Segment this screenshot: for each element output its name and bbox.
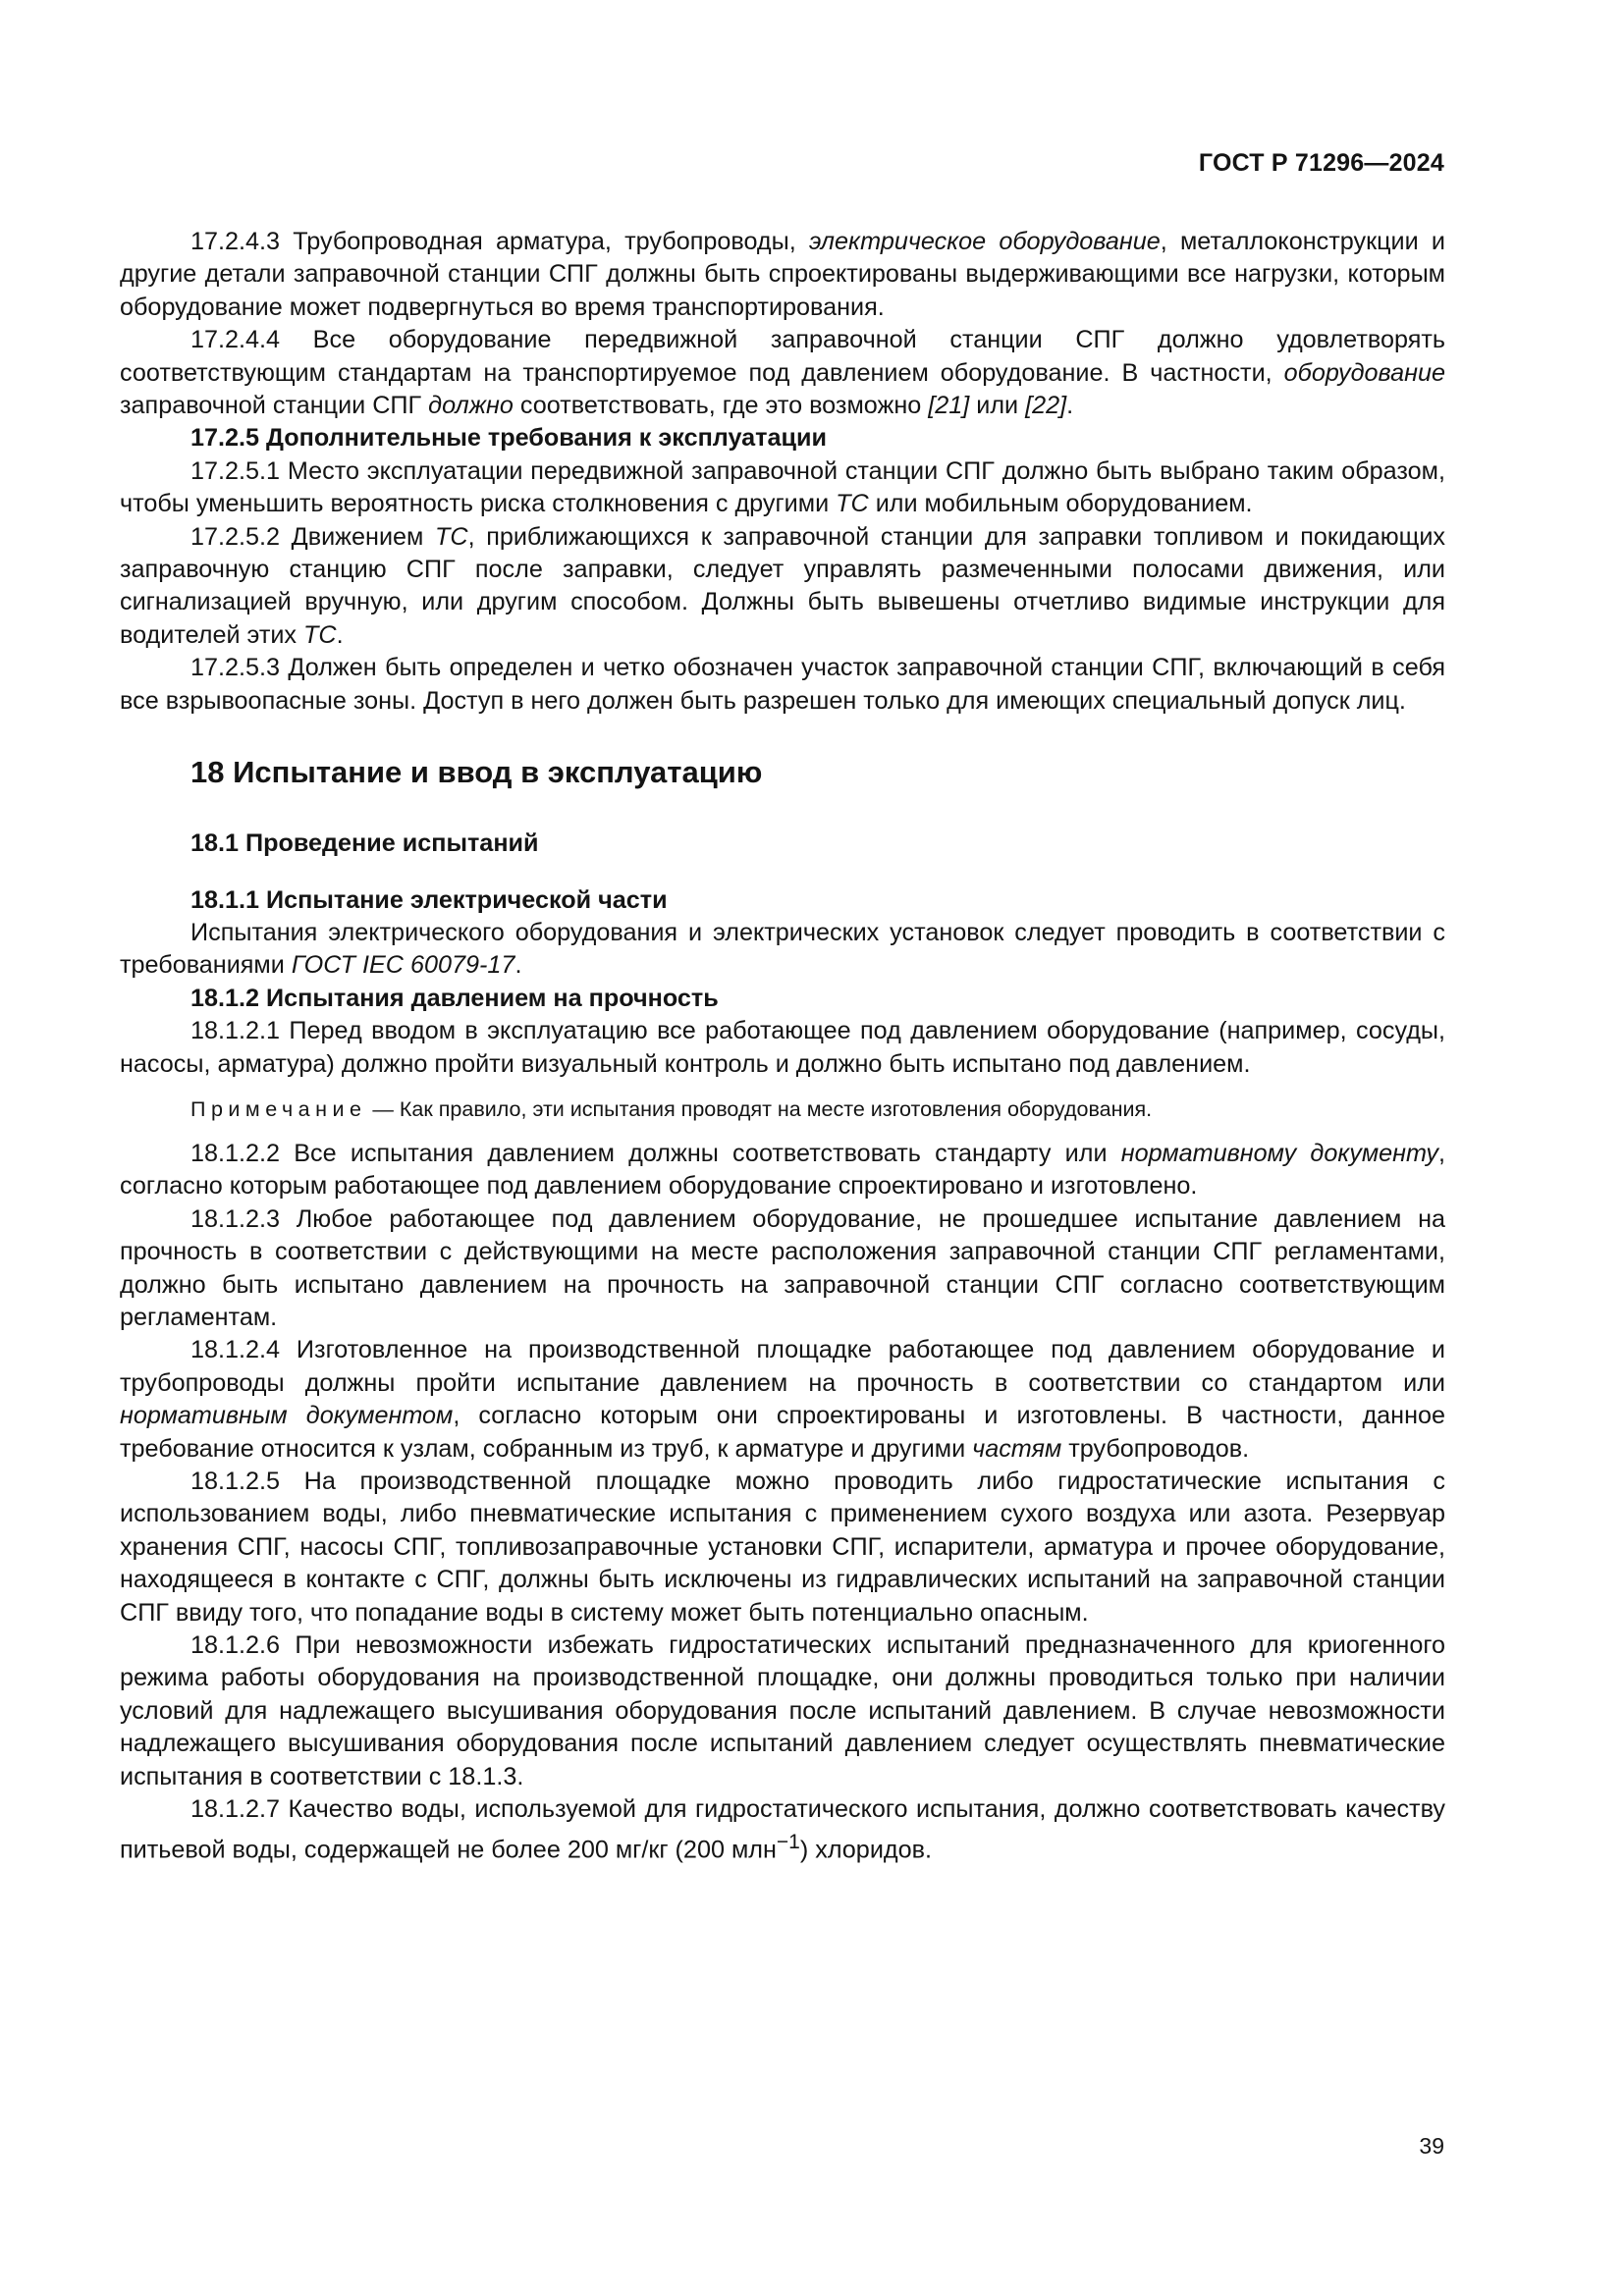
section-heading: 18 Испытание и ввод в эксплуатацию xyxy=(190,755,763,790)
paragraph: 17.2.5.2 Движением ТС, приближающихся к заправочной станции для заправки топливом и покидающих заправочную станцию СПГ после заправки, следует управлять размеченными полосами движения, или сигнализацией вручную, или другим способом. Должны быть вывешены отчетливо видимые инструкции для водителей этих ТС. xyxy=(120,522,1445,649)
clause-heading: 18.1.2 Испытания давлением на прочность xyxy=(190,984,719,1012)
note-text: — Как правило, эти испытания проводят на месте изготовления оборудования. xyxy=(366,1096,1153,1121)
paragraph: 18.1.2.6 При невозможности избежать гидростатических испытаний предназначенного для криогенного режима работы оборудования на производственной площадке, они должны проводиться только при наличии условий для надлежащего высушивания оборудования после испытаний давлением. В случае невозможности надлежащего высушивания оборудования после испытаний давлением следует осуществлять пневматические испытания в соответствии с 18.1.3. xyxy=(120,1631,1445,1790)
note-label: Примечание xyxy=(190,1096,367,1121)
paragraph: 18.1.2.2 Все испытания давлением должны соответствовать стандарту или нормативному документу, согласно которым работающее под давлением оборудование спроектировано и изготовлено. xyxy=(120,1139,1445,1201)
document-body xyxy=(120,226,1445,1867)
note xyxy=(190,1095,1445,1124)
subsection-heading: 18.1 Проведение испытаний xyxy=(190,829,539,858)
page-number: 39 xyxy=(1419,2133,1444,2159)
document-code: ГОСТ Р 71296—2024 xyxy=(1198,149,1444,177)
paragraph: Испытания электрического оборудования и электрических установок следует проводить в соответствии с требованиями ГОСТ IEC 60079-17. xyxy=(120,918,1445,980)
paragraph: 17.2.4.4 Все оборудование передвижной заправочной станции СПГ должно удовлетворять соответствующим стандартам на транспортируемое под давлением оборудование. В частности, оборудование заправочной станции СПГ должно соответствовать, где это возможно [21] или [22]. xyxy=(120,326,1445,420)
paragraph: 18.1.2.4 Изготовленное на производственной площадке работающее под давлением оборудование и трубопроводы должны пройти испытание давлением на прочность в соответствии со стандартом или нормативным документом, согласно которым они спроектированы и изготовлены. В частности, данное требование относится к узлам, собранным из труб, к арматуре и другими частям трубопроводов. xyxy=(120,1336,1446,1463)
paragraph: 18.1.2.3 Любое работающее под давлением оборудование, не прошедшее испытание давлением на прочность в соответствии с действующими на месте расположения заправочной станции СПГ регламентами, должно быть испытано давлением на прочность на заправочной станции СПГ согласно соответствующим регламентам. xyxy=(120,1204,1445,1331)
paragraph: 18.1.2.7 Качество воды, используемой для гидростатического испытания, должно соответствовать качеству питьевой воды, содержащей не более 200 мг/кг (200 млн$^{-1}$) хлоридов. xyxy=(120,1795,1445,1864)
paragraph: 17.2.5.1 Место эксплуатации передвижной заправочной станции СПГ должно быть выбрано таким образом, чтобы уменьшить вероятность риска столкновения с другими ТС или мобильным оборудованием. xyxy=(120,456,1445,518)
clause-heading: 17.2.5 Дополнительные требования к эксплуатации xyxy=(190,424,827,453)
paragraph: 17.2.4.3 Трубопроводная арматура, трубопроводы, электрическое оборудование, металлоконструкции и другие детали заправочной станции СПГ должны быть спроектированы выдерживающими все нагрузки, которым оборудование может подвергнуться во время транспортирования. xyxy=(120,228,1445,321)
paragraph: 18.1.2.1 Перед вводом в эксплуатацию все работающее под давлением оборудование (например, сосуды, насосы, арматура) должно пройти визуальный контроль и должно быть испытано под давлением. xyxy=(120,1017,1445,1078)
paragraph: 18.1.2.5 На производственной площадке можно проводить либо гидростатические испытания с использованием воды, либо пневматические испытания с применением сухого воздуха или азота. Резервуар хранения СПГ, насосы СПГ, топливозаправочные установки СПГ, испарители, арматура и прочее оборудование, находящееся в контакте с СПГ, должны быть исключены из гидравлических испытаний на заправочной станции СПГ ввиду того, что попадание воды в систему может быть потенциально опасным. xyxy=(120,1468,1445,1627)
clause-heading: 18.1.1 Испытание электрической части xyxy=(190,885,668,914)
paragraph: 17.2.5.3 Должен быть определен и четко обозначен участок заправочной станции СПГ, включающий в себя все взрывоопасные зоны. Доступ в него должен быть разрешен только для имеющих специальный допуск лиц. xyxy=(120,654,1445,715)
